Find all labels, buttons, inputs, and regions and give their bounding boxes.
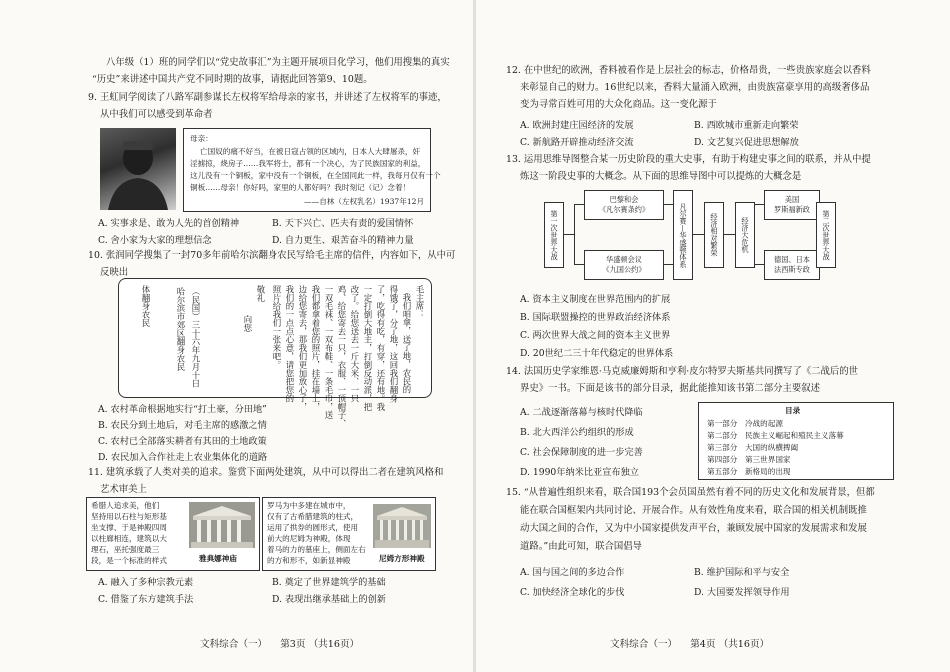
- q14-toc-box: [698, 402, 894, 480]
- box1-line-1: 希腊人追求美，他们: [91, 501, 160, 510]
- letter10-signoff: 体翻身农民: [141, 285, 151, 327]
- q14-line-1: 14. 法国历史学家维恩·马克威廉姆斯和亨利·皮尔特罗夫斯基共同撰写了《二战后的世: [506, 366, 858, 377]
- q9-option-a[interactable]: A. 实事求是、敢为人先的首创精神: [98, 218, 240, 229]
- map-node-crisis: 经济大危机: [735, 202, 755, 268]
- footer-total: （共16页）: [718, 639, 770, 650]
- box2-line-6: 的方和形不，如新显神殿: [267, 556, 351, 565]
- letter10-col-4: 了，吃得有吃，有穿，还有地。我: [376, 285, 386, 411]
- letter10-col-7: 鸡、给您寄去一只，衣服、一顶帽子、: [337, 285, 347, 428]
- letter-line-4: 铜板……母亲！你好吗，家里的人都好吗？我时刻记（记）念着！: [190, 183, 411, 192]
- footer-subject: 文科综合（一）: [200, 639, 268, 650]
- letter10-col-13: 敬礼: [256, 285, 266, 302]
- map-arrow: [692, 234, 704, 235]
- q13-option-a[interactable]: A. 资本主义制度在世界范围内的扩展: [520, 294, 671, 305]
- box2-line-1: 罗马为中多建在城市中，: [267, 501, 351, 510]
- q12-option-b[interactable]: B. 西欧城市重新走向繁荣: [694, 120, 799, 131]
- letter-signature: ——自林（左权乳名）1937年12月: [304, 197, 425, 206]
- q9-option-d[interactable]: D. 自力更生、艰苦奋斗的精神力量: [272, 235, 414, 246]
- map-node-ww1: 第一次世界大战: [544, 202, 564, 268]
- q9-option-c[interactable]: C. 舍小家为大家的理想信念: [98, 235, 212, 246]
- temple-icon: [189, 502, 255, 548]
- q14-option-d[interactable]: D. 1990年纳米比亚宣布独立: [520, 467, 639, 478]
- box2-line-3: 运用了拱券的圆形式，使用: [267, 523, 359, 532]
- intro-line-2: “历史”来讲述中国共产党不同时期的故事，请据此回答第9、10题。: [92, 74, 373, 85]
- toc-title: 目录: [785, 406, 801, 415]
- letter10-col-1: 毛主席：: [415, 285, 425, 319]
- map-new-deal: 罗斯福新政: [774, 205, 810, 214]
- toc-item-3: 第三部分 大国的纵横捭阖: [707, 443, 799, 452]
- q9-stem-2: 从中我们可以感受到革命者: [100, 109, 213, 120]
- q15-option-c[interactable]: C. 加快经济全球化的步伐: [520, 587, 625, 598]
- map-paris-label: 巴黎和会: [609, 195, 639, 204]
- q12-line-1: 12. 在中世纪的欧洲，香料被看作是上层社会的标志，价格昂贵，一些贵族家庭会以香料: [506, 65, 871, 76]
- q11-box-nimes: [262, 497, 436, 571]
- q12-option-c[interactable]: C. 新航路开辟推动经济交流: [520, 137, 634, 148]
- q14-line-2: 界史》一书。下面是该书的部分目录，据此能推知该书第二部分主要叙述: [520, 383, 821, 394]
- q14-option-b[interactable]: B. 北大西洋公约组织的形成: [520, 427, 634, 438]
- map-paris-sub: 《凡尔赛条约》: [598, 205, 650, 214]
- q10-stem-1: 10. 张润同学搜集了一封70多年前哈尔滨翻身农民写给毛主席的信件，内容如下，从中可: [88, 250, 456, 261]
- q15-option-a[interactable]: A. 国与国之间的多边合作: [520, 567, 625, 578]
- q11-box-athena: [86, 497, 260, 571]
- q11-stem-1: 11. 建筑承载了人类对美的追求。鉴赏下面两处建筑，从中可以得出二者在建筑风格和: [88, 467, 444, 478]
- right-footer: [610, 636, 769, 650]
- q15-line-3: 动大国之间的合作，又为中小国家提供发声平台，兼顾发展中国家的发展需求和发展: [520, 523, 867, 534]
- q10-option-d[interactable]: D. 农民加入合作社走上农业集体化的道路: [98, 452, 268, 463]
- q13-line-1: 13. 运用思维导图整合某一历史阶段的重大史事，有助于构建史事之间的联系，并从中提: [506, 154, 871, 165]
- q12-line-3: 变为寻常百姓可用的大众化商品。这一变化源于: [520, 99, 717, 110]
- athena-temple-image: [189, 502, 255, 548]
- letter10-date: （民国）三十六年九月十日: [191, 287, 201, 388]
- map-germany-japan-label: 德国、日本: [774, 255, 810, 264]
- footer-total: （共16页）: [308, 639, 360, 650]
- letter10-col-14: 向您: [243, 315, 253, 332]
- letter-line-2: 淫掳掠，烧房子……我军将士，都有一个决心，为了民族国家的利益，: [190, 159, 426, 168]
- q15-line-4: 道路。”由此可知，联合国倡导: [520, 541, 642, 552]
- footer-page: 第4页: [690, 639, 716, 650]
- q10-option-b[interactable]: B. 农民分到土地后，对毛主席的感激之情: [98, 420, 267, 431]
- box1-line-3: 坐支撑、于是神殿四周: [91, 523, 167, 532]
- map-node-ww2: 第二次世界大战: [816, 202, 836, 268]
- temple-icon: [373, 504, 431, 548]
- q11-option-c[interactable]: C. 借鉴了东方建筑手法: [98, 594, 194, 605]
- nimes-temple-image: [373, 504, 431, 548]
- portrait-silhouette-icon: [100, 128, 176, 210]
- q9-option-b[interactable]: B. 天下兴亡、匹夫有责的爱国情怀: [272, 218, 414, 229]
- map-arrow: [663, 264, 673, 265]
- right-page: [476, 0, 950, 672]
- box2-line-4: 前大的尼姆为神殿，体现: [267, 534, 351, 543]
- map-node-prosperity: 经济相对繁荣: [704, 202, 724, 268]
- zuo-quan-portrait: [100, 128, 176, 210]
- box2-line-5: 着马的力的墓座上，侧面左右: [267, 545, 366, 554]
- box1-line-6: 段，是一个标准的样式: [91, 556, 167, 565]
- nimes-caption: 尼姆方形神殿: [379, 554, 425, 563]
- q13-option-d[interactable]: D. 20世纪二三十年代稳定的世界体系: [520, 348, 674, 359]
- toc-item-5: 第五部分 新格局的出现: [707, 467, 791, 476]
- q15-option-b[interactable]: B. 维护国际和平与安全: [694, 567, 790, 578]
- footer-subject: 文科综合（一）: [610, 639, 678, 650]
- box1-line-2: 坚持用以石柱与矩形基: [91, 512, 167, 521]
- left-footer: [200, 636, 359, 650]
- map-arrow: [754, 264, 764, 265]
- intro-line-1: 八年级（1）班的同学们以“党史故事汇”为主题开展项目化学习，他们用搜集的真实: [106, 57, 450, 68]
- q13-option-c[interactable]: C. 两次世界大战之间的资本主义世界: [520, 330, 671, 341]
- letter10-col-5: 一定打倒大地主，打倒反动派，把: [363, 285, 373, 411]
- toc-item-2: 第二部分 民族主义崛起和殖民主义落幕: [707, 431, 844, 440]
- toc-item-4: 第四部分 第三世界国家: [707, 455, 791, 464]
- letter-line-1: 亡国奴的痛不好当，在被日寇占领的区域内，日本人大肆屠杀，奸: [200, 147, 421, 156]
- map-bracket: [574, 204, 575, 264]
- map-node-usa: [764, 190, 820, 220]
- map-node-paris: [584, 190, 664, 220]
- q11-option-d[interactable]: D. 表现出继承基础上的创新: [272, 594, 386, 605]
- letter10-col-6: 改了。给您送去一斤大米、一只: [350, 285, 360, 403]
- letter10-col-9: 我们都拿着您的照片，挂在墙上，: [311, 285, 321, 411]
- toc-item-1: 第一部分 冷战的起源: [707, 419, 783, 428]
- athena-caption: 雅典娜神庙: [199, 554, 237, 563]
- q11-option-a[interactable]: A. 融入了多种宗教元素: [98, 577, 194, 588]
- letter10-col-10: 边给您寄去，那我们更加放心了，: [298, 285, 308, 411]
- map-washington-sub: 《九国公约》: [602, 265, 646, 274]
- q9-stem-1: 9. 王虹同学阅读了八路军副参谋长左权将军给母亲的家书，并讲述了左权将军的事迹，: [88, 92, 447, 103]
- left-page: [0, 0, 474, 672]
- letter-salutation: 母亲：: [190, 134, 213, 143]
- map-node-system: 凡尔赛—华盛顿体系: [673, 190, 693, 280]
- q12-option-d[interactable]: D. 文艺复兴促进思想解放: [694, 137, 799, 148]
- q14-option-a[interactable]: A. 二战逐渐落幕与核时代降临: [520, 407, 643, 418]
- letter10-col-2: 我们咱拿，送了地，农民的: [402, 293, 412, 394]
- q10-stem-2: 反映出: [100, 267, 129, 278]
- box1-line-5: 理石，巫托强度最三: [91, 545, 160, 554]
- letter10-sender: 哈尔滨市郊区翻身农民: [176, 287, 186, 371]
- q10-option-a[interactable]: A. 农村革命根据地实行“打土豪，分田地”: [98, 404, 267, 415]
- map-bracket: [754, 204, 755, 264]
- q15-option-d[interactable]: D. 大国要发挥领导作用: [694, 587, 790, 598]
- q12-line-2: 来彰显自己的财力。16世纪以来，香料大量涌入欧洲，由贵族富豪享用的高级奢侈品: [520, 82, 870, 93]
- letter10-col-8: 一双毛袜、一双布鞋、一条毛巾，送: [324, 285, 334, 420]
- q13-mind-map: [544, 188, 836, 282]
- letter10-col-12: 照片给我们一张来吧。: [272, 285, 282, 369]
- q10-option-c[interactable]: C. 农村已全部落实耕者有其田的土地政策: [98, 436, 267, 447]
- box2-line-2: 仅有了古希腊建筑的柱式，: [267, 512, 359, 521]
- map-usa-label: 美国: [784, 195, 800, 204]
- footer-page: 第3页: [280, 639, 306, 650]
- q11-stem-2: 艺术审美上: [100, 484, 147, 495]
- letter10-col-11: 我们的一点点心意，请您把您的: [285, 285, 295, 403]
- box1-line-4: 以柱廊相连，建筑以大: [91, 534, 167, 543]
- map-fascism: 法西斯专政: [774, 265, 810, 274]
- map-washington-label: 华盛顿会议: [606, 255, 642, 264]
- map-arrow: [574, 264, 584, 265]
- q9-letter-box: [183, 128, 441, 212]
- map-node-washington: [584, 250, 664, 280]
- q13-option-b[interactable]: B. 国际联盟操控的世界政治经济体系: [520, 312, 671, 323]
- map-arrow: [663, 204, 673, 205]
- map-arrow: [723, 234, 735, 235]
- map-arrow: [754, 204, 764, 205]
- letter-line-3: 这儿没有一个铜板，家中没有一个铜板，在全国同此一样，我每月仅有一个: [190, 171, 441, 180]
- map-arrow: [574, 204, 584, 205]
- q12-option-a[interactable]: A. 欧洲封建庄园经济的发展: [520, 120, 634, 131]
- q15-line-1: 15. “从普遍性组织来看，联合国193个会员国虽然有着不同的历史文化和发展背景，但都: [506, 487, 875, 498]
- q11-option-b[interactable]: B. 奠定了世界建筑学的基础: [272, 577, 386, 588]
- letter10-col-3: 得饿了，分了地，这回我们翻身: [389, 285, 399, 403]
- map-arrow: [563, 234, 574, 235]
- map-node-germany-japan: [764, 250, 820, 280]
- q15-line-2: 能在联合国框架内共同讨论、开展合作。从有效性角度来看，联合国的相关机制既推: [520, 505, 867, 516]
- q13-line-2: 炼这一阶段史事的大概念。从下面的思维导图中可以提炼的大概念是: [520, 171, 802, 182]
- q14-option-c[interactable]: C. 社会保障制度的进一步完善: [520, 447, 643, 458]
